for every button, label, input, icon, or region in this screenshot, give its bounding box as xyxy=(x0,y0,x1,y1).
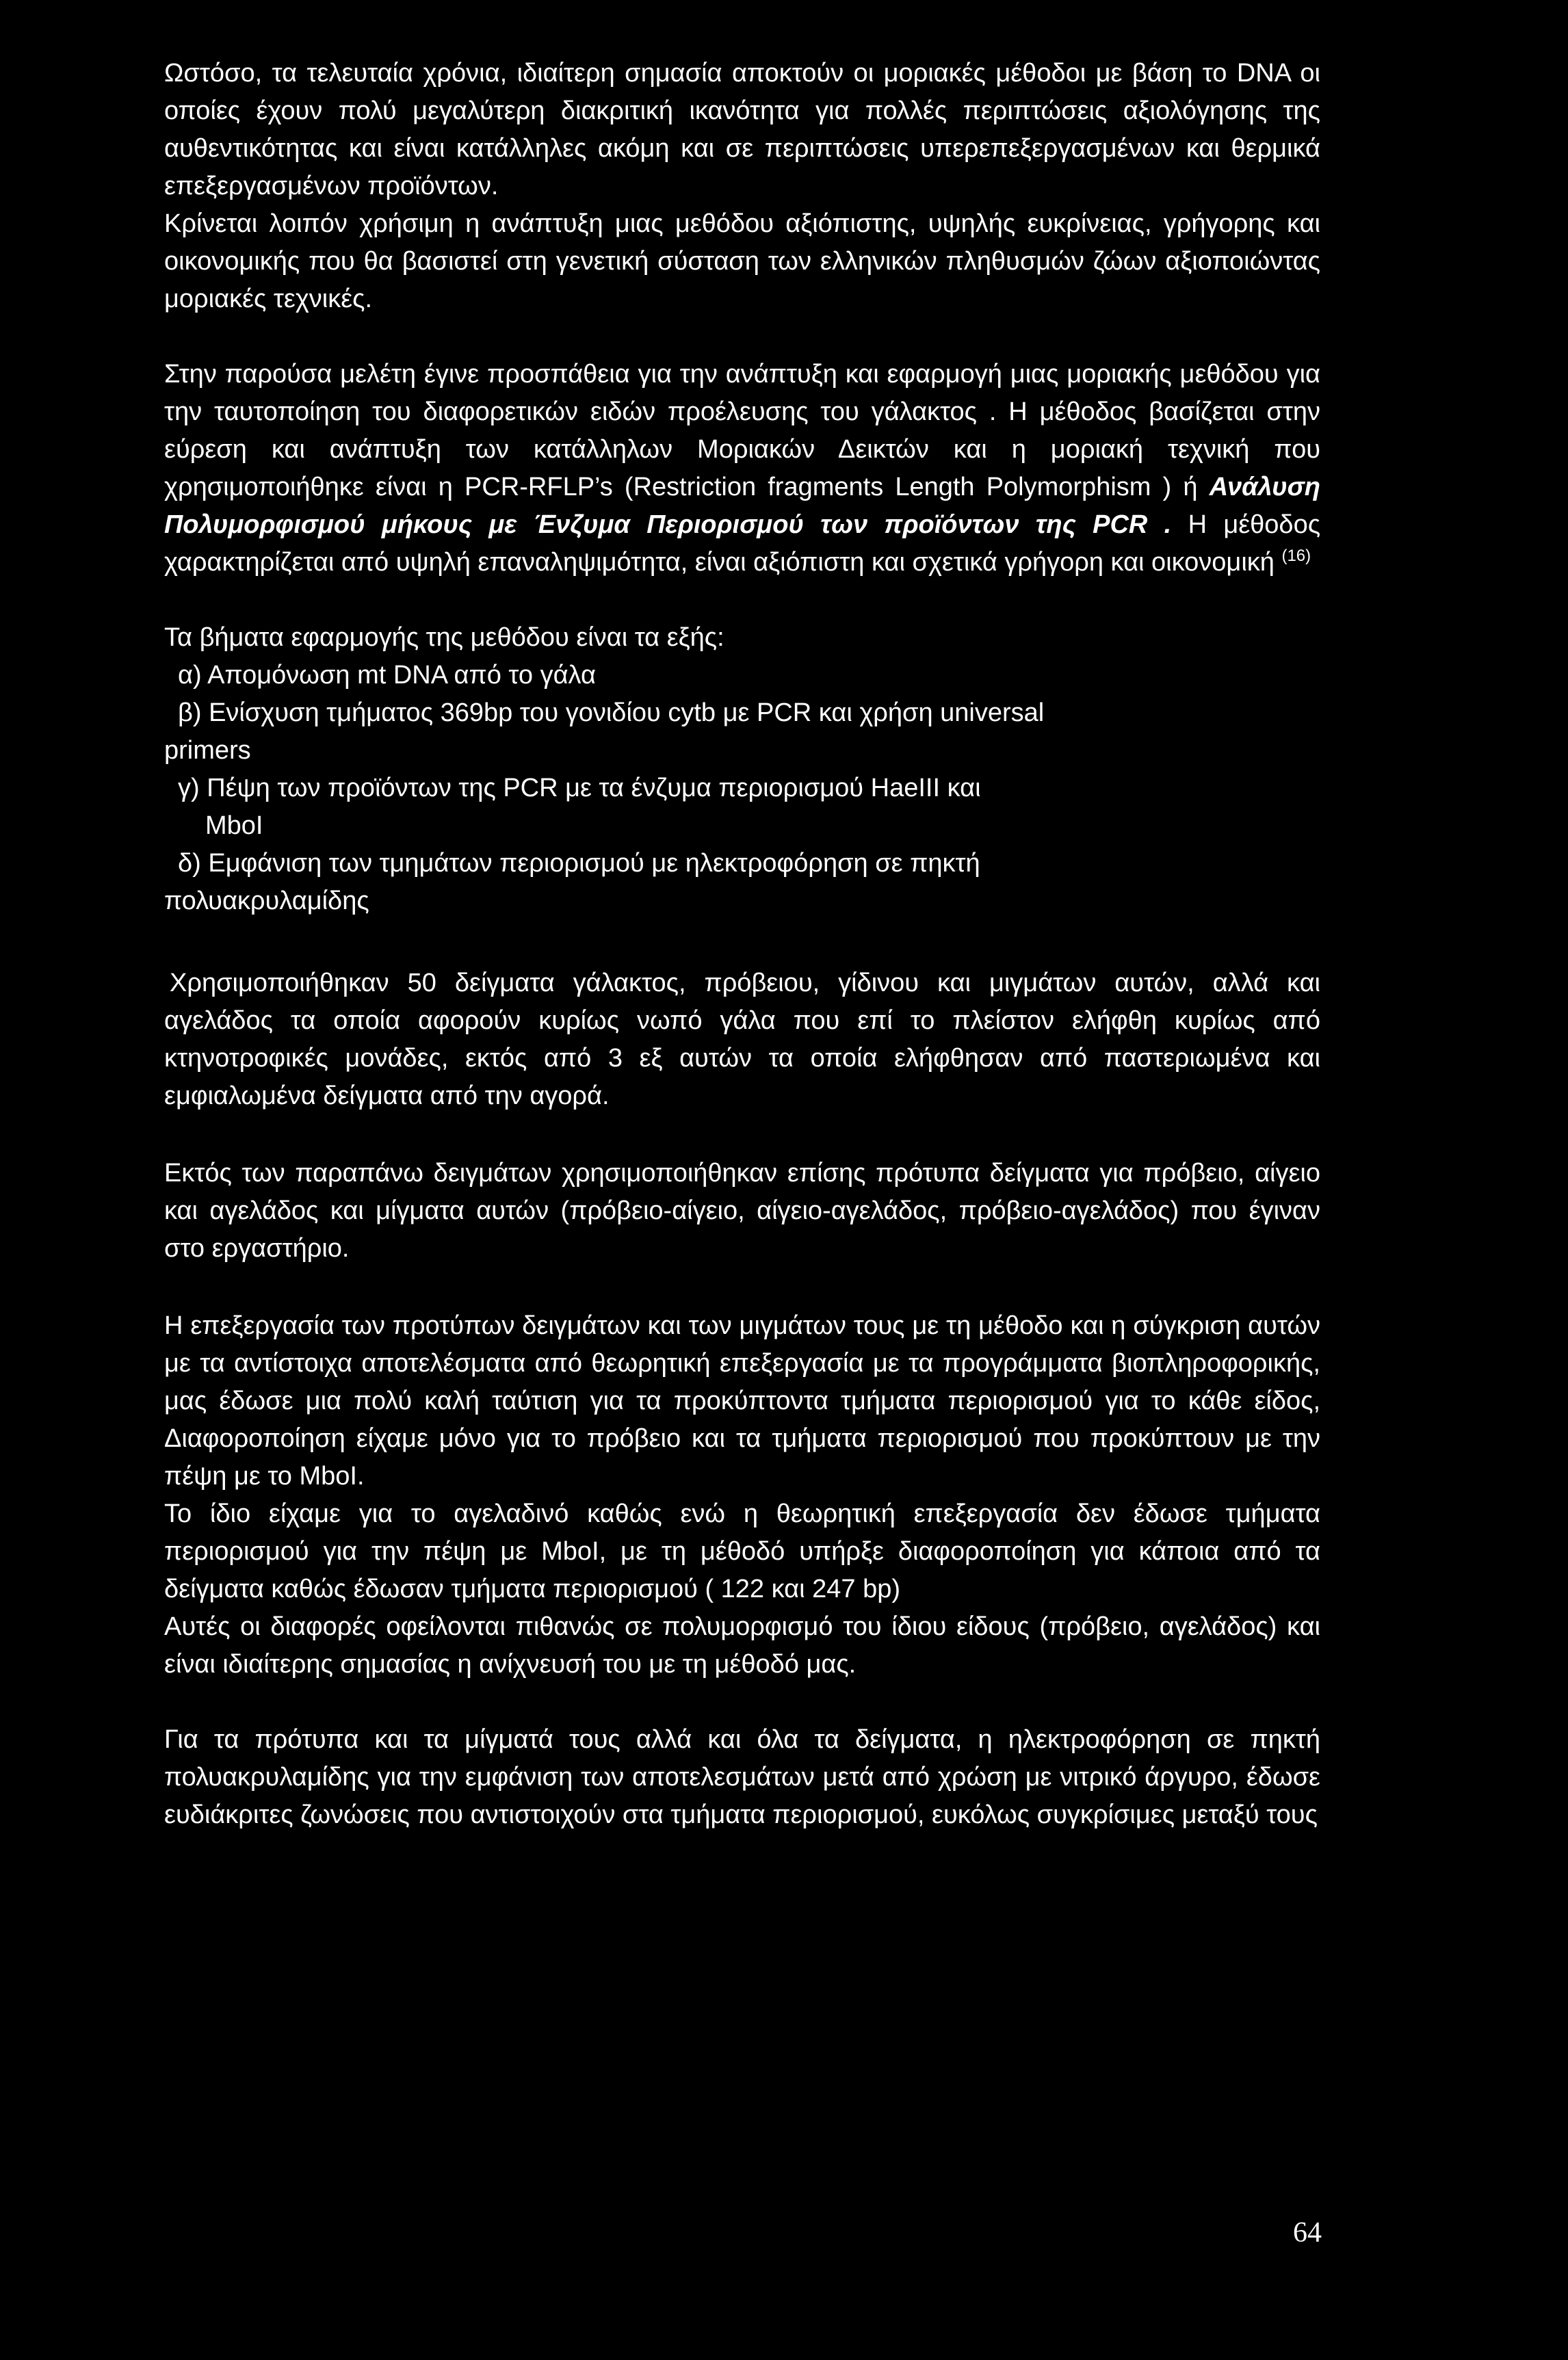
paragraph-samples: Χρησιμοποιήθηκαν 50 δείγματα γάλακτος, πρόβειου, γίδινου και μιγμάτων αυτών, αλλά και αγελάδος τα οποία αφορούν κυρίως νωπό γάλα που επί το πλείστον ελήφθη κυρίως από κτηνοτροφικές μονάδες, εκτός από 3 εξ αυτών τα οποία ελήφθησαν από παστεριωμένα και εμφιαλωμένα δείγματα από την αγορά. xyxy=(164,969,1320,1110)
paragraph-processing: Η επεξεργασία των προτύπων δειγμάτων και των μιγμάτων τους με τη μέθοδο και η σύγκριση αυτών με τα αντίστοιχα αποτελέσματα από θεωρητική επεξεργασία με τα προγράμματα βιοπληροφορικής, μας έδωσε μια πολύ καλή ταύτιση για τα προκύπτοντα τμήματα περιορισμού για το κάθε είδος, Διαφοροποίηση είχαμε μόνο για το πρόβειο και τα τμήματα περιορισμού που προκύπτουν με την πέψη με το MboI. xyxy=(164,1311,1320,1491)
paragraph-study-start: Στην παρούσα μελέτη έγινε προσπάθεια για την ανάπτυξη και εφαρμογή μιας μοριακής μεθόδου για την ταυτοποίηση του διαφορετικών ειδών προέλευσης του γάλακτος . Η μέθοδος βασίζεται στην εύρεση και ανάπτυξη των κατάλληλων Μοριακών Δεικτών και η μοριακή τεχνική που χρησιμοποιήθηκε είναι η PCR-RFLP’s (Restriction fragments Length Polymorphism ) ή xyxy=(164,360,1320,501)
paragraph-electrophoresis: Για τα πρότυπα και τα μίγματά τους αλλά και όλα τα δείγματα, η ηλεκτροφόρηση σε πηκτή πολυακρυλαμίδης για την εμφάνιση των αποτελεσμάτων μετά από χρώση με νιτρικό άργυρο, έδωσε ευδιάκριτες ζωνώσεις που αντιστοιχούν στα τμήματα περιορισμού, ευκόλως συγκρίσιμες μεταξύ τους xyxy=(164,1725,1320,1829)
paragraph-method-need: Κρίνεται λοιπόν χρήσιμη η ανάπτυξη μιας μεθόδου αξιόπιστης, υψηλής ευκρίνειας, γρήγορης και οικονομικής που θα βασιστεί στη γενετική σύσταση των ελληνικών πληθυσμών ζώων αξιοποιώντας μοριακές τεχνικές. xyxy=(164,209,1320,313)
paragraph-cattle: Το ίδιο είχαμε για το αγελαδινό καθώς ενώ η θεωρητική επεξεργασία δεν έδωσε τμήματα περιορισμού για την πέψη με MboI, με τη μέθοδό υπήρξε διαφοροποίηση για κάποια από τα δείγματα καθώς έδωσαν τμήματα περιορισμού ( 122 και 247 bp) xyxy=(164,1499,1320,1603)
step-b-continued: primers xyxy=(164,736,251,765)
reference-marker: (16) xyxy=(1281,547,1311,565)
step-d: δ) Εμφάνιση των τμημάτων περιορισμού με ηλεκτροφόρηση σε πηκτή xyxy=(178,849,980,878)
page-number: 64 xyxy=(1293,2217,1322,2248)
steps-title: Τα βήματα εφαρμογής της μεθόδου είναι τα εξής: xyxy=(164,623,724,652)
paragraph-intro: Ωστόσο, τα τελευταία χρόνια, ιδιαίτερη σημασία αποκτούν οι μοριακές μέθοδοι με βάση το DNA οι οποίες έχουν πολύ μεγαλύτερη διακριτική ικανότητα για πολλές περιπτώσεις αξιολόγησης της αυθεντικότητας και είναι κατάλληλες ακόμη και σε περιπτώσεις υπερεπεξεργασμένων και θερμικά επεξεργασμένων προϊόντων. xyxy=(164,59,1320,200)
step-c-continued: MboI xyxy=(205,811,263,840)
paragraph-standards: Εκτός των παραπάνω δειγμάτων χρησιμοποιήθηκαν επίσης πρότυπα δείγματα για πρόβειο, αίγειο και αγελάδος και μίγματα αυτών (πρόβειο-αίγειο, αίγειο-αγελάδος, πρόβειο-αγελάδος) που έγιναν στο εργαστήριο. xyxy=(164,1159,1320,1263)
step-c: γ) Πέψη των προϊόντων της PCR με τα ένζυμα περιορισμού HaeIII και xyxy=(178,774,981,802)
step-b: β) Ενίσχυση τμήματος 369bp του γονιδίου cytb με PCR και χρήση universal xyxy=(178,698,1045,727)
paragraph-differences: Αυτές οι διαφορές οφείλονται πιθανώς σε πολυμορφισμό του ίδιου είδους (πρόβειο, αγελάδος) και είναι ιδιαίτερης σημασίας η ανίχνευσή του με τη μέθοδό μας. xyxy=(164,1612,1320,1679)
document-page xyxy=(164,55,1320,1834)
step-a: α) Απομόνωση mt DNA από το γάλα xyxy=(178,661,596,690)
paragraph-study-end: Η μέθοδος χαρακτηρίζεται από υψηλή επαναληψιμότητα, είναι αξιόπιστη και σχετικά γρήγορη και οικονομική xyxy=(164,510,1321,577)
paragraph-study-bold: Ανάλυση Πολυμορφισμού μήκους με Ένζυμα Περιορισμού των προϊόντων της PCR . xyxy=(164,473,1320,539)
paragraph-study xyxy=(164,356,1320,581)
step-d-continued: πολυακρυλαμίδης xyxy=(164,887,369,915)
